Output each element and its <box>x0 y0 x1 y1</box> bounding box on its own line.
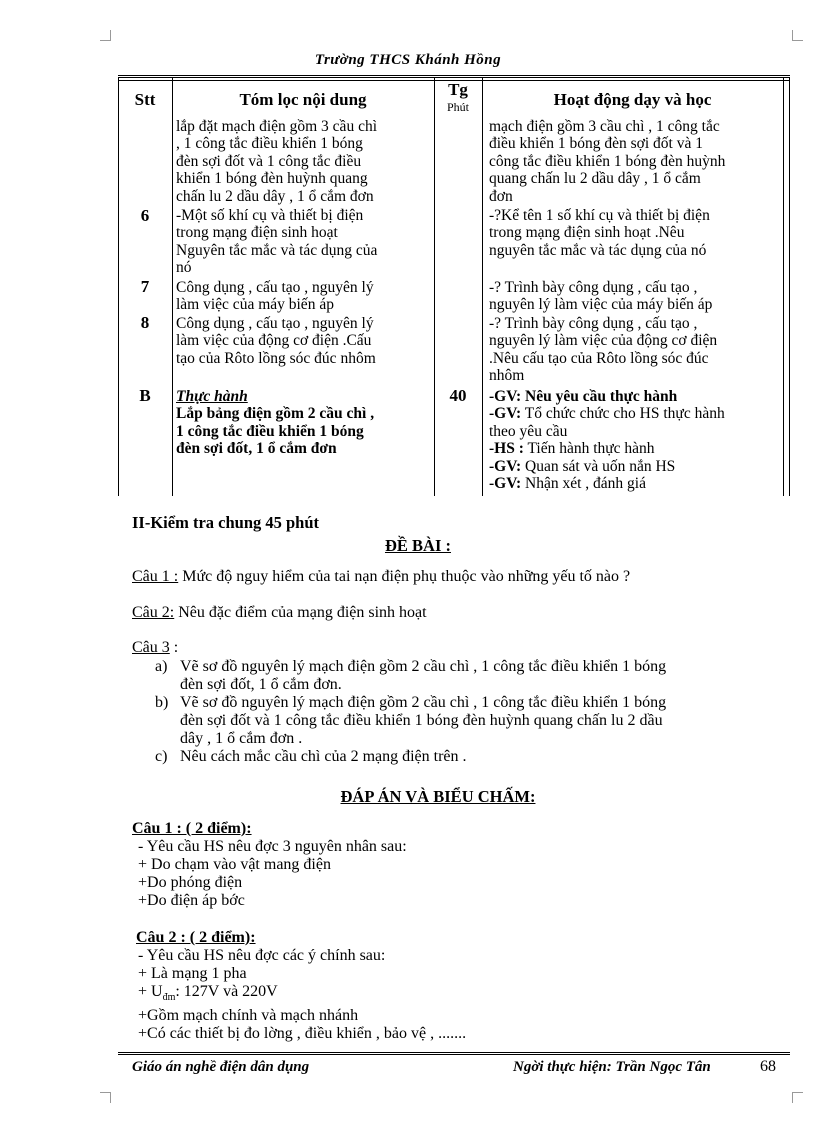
answer-1 <box>132 820 782 910</box>
question-1-text: Mức độ nguy hiểm của tai nạn điện phụ thuộc vào những yếu tố nào ? <box>178 568 631 585</box>
row6-content-line: -Một số khí cụ và thiết bị điện <box>176 207 364 224</box>
answer-2 <box>132 929 782 1043</box>
item-line: đèn sợi đốt, 1 ổ cắm đơn. <box>180 676 342 693</box>
row8-content-line: Công dụng , cấu tạo , nguyên lý <box>176 315 374 332</box>
activity-text: Tổ chức chức cho HS thực hành <box>521 405 725 423</box>
row5-content-line: chấn lu 2 dầu dây , 1 ổ cắm đơn <box>176 187 374 205</box>
row7-activity-line: -? Trình bày công dụng , cấu tạo , <box>489 279 698 296</box>
rowB-tg: 40 <box>449 386 467 405</box>
row5-activity-line: mạch điện gồm 3 cầu chì , 1 công tắc <box>489 118 720 135</box>
answer-2-line: +Gồm mạch chính và mạch nhánh <box>138 1007 359 1025</box>
question-3-item-c <box>155 748 785 766</box>
table-divider-stt <box>172 78 173 496</box>
row7-stt: 7 <box>140 277 150 296</box>
answer-2-line: + Là mạng 1 pha <box>138 965 247 982</box>
activity-text: Nhận xét , đánh giá <box>521 475 646 493</box>
rowB-activity <box>489 388 781 492</box>
row5-content <box>176 118 432 205</box>
row6-activity <box>489 207 781 259</box>
corner-mark-bottom-left <box>100 1092 111 1103</box>
role-label: -GV: <box>489 457 522 475</box>
activity-text: theo yêu cầu <box>489 422 568 440</box>
row7-activity <box>489 279 781 314</box>
answer-2-line: - Yêu cầu HS nêu đợc các ý chính sau: <box>138 947 386 964</box>
question-1-label: Câu 1 : <box>132 568 179 585</box>
item-line: Vẽ sơ đồ nguyên lý mạch điện gồm 2 cầu chì , 1 công tắc điều khiển 1 bóng <box>180 658 667 675</box>
header-rule <box>118 75 790 78</box>
corner-mark-top-right <box>792 30 803 41</box>
rowB-activity-line <box>489 440 781 457</box>
answer-2-voltage-line <box>132 983 782 1007</box>
role-label: -GV: <box>489 405 522 423</box>
question-3-item-a <box>155 658 785 694</box>
rowB-content-line: 1 công tắc điều khiển 1 bóng <box>176 422 364 440</box>
question-3-item-b <box>155 694 785 748</box>
rowB-activity-line <box>489 388 781 405</box>
item-text <box>180 658 666 694</box>
item-text <box>180 694 666 748</box>
row8-activity-line: .Nêu cấu tạo của Rôto lồng sóc đúc <box>489 349 709 367</box>
rowB-activity-line <box>489 405 781 422</box>
question-3-label: Câu 3 <box>132 639 170 656</box>
rowB-activity-line <box>489 423 781 440</box>
row6-content-line: nó <box>176 259 192 277</box>
table-divider-content <box>434 78 435 496</box>
answer-key-title: ĐÁP ÁN VÀ BIỂU CHẤM: <box>340 787 536 806</box>
item-line: dây , 1 ổ cắm đơn . <box>180 730 303 747</box>
role-label: -HS : <box>489 440 524 458</box>
row8-activity-line: nhôm <box>489 367 525 385</box>
page-number: 68 <box>760 1058 776 1075</box>
answer-2-line: +Có các thiết bị đo lờng , điều khiển , bảo vệ , ....... <box>138 1025 467 1043</box>
activity-text: Tiến hành thực hành <box>523 440 655 458</box>
rowB-activity-line <box>489 475 781 492</box>
role-label: -GV: Nêu yêu cầu thực hành <box>489 388 678 405</box>
voltage-values: : 127V và 220V <box>175 983 278 1000</box>
row8-activity-line: -? Trình bày công dụng , cấu tạo , <box>489 315 698 332</box>
table-divider-tg <box>482 78 483 496</box>
row8-stt: 8 <box>140 313 150 332</box>
row7-content-line: Công dụng , cấu tạo , nguyên lý <box>176 279 374 296</box>
item-marker: b) <box>155 694 169 711</box>
question-1 <box>132 568 782 586</box>
answer-1-line: +Do phóng điện <box>138 874 243 891</box>
question-2 <box>132 604 782 622</box>
rowB-stt: B <box>139 386 151 405</box>
row5-activity-line: quang chấn lu 2 dầu dây , 1 ổ cắm <box>489 170 701 188</box>
answer-1-line: + Do chạm vào vật mang điện <box>138 856 331 873</box>
answer-2-label: Câu 2 : ( 2 điểm): <box>136 929 256 946</box>
corner-mark-bottom-right <box>792 1092 803 1103</box>
role-label: -GV: <box>489 475 522 493</box>
row8-content-line: làm việc của động cơ điện .Cấu <box>176 332 372 350</box>
row8-activity-line: nguyên lý làm việc của động cơ điện <box>489 332 718 350</box>
corner-mark-top-left <box>100 30 111 41</box>
question-2-label: Câu 2: <box>132 604 175 621</box>
rowB-title: Thực hành <box>176 388 248 405</box>
row8-content <box>176 315 432 367</box>
row6-activity-line: trong mạng điện sinh hoạt .Nêu <box>489 224 685 242</box>
row7-content <box>176 279 432 314</box>
item-marker: c) <box>155 748 168 765</box>
rowB-content-line: Lắp bảng điện gồm 2 cầu chì , <box>176 405 375 423</box>
header-stt: Stt <box>134 90 156 109</box>
header-activity: Hoạt động dạy và học <box>553 90 712 109</box>
row7-content-line: làm việc của máy biến áp <box>176 296 334 314</box>
rowB-activity-line <box>489 458 781 475</box>
item-line: đèn sợi đốt và 1 công tắc điều khiển 1 bóng đèn huỳnh quang chấn lu 2 dầu <box>180 712 663 729</box>
header-content: Tóm lọc nội dung <box>239 90 367 109</box>
row7-activity-line: nguyên lý làm việc của máy biến áp <box>489 296 713 314</box>
row6-content <box>176 207 432 277</box>
page-header-school: Trường THCS Khánh Hồng <box>314 52 502 68</box>
rowB-content-line: đèn sợi đốt, 1 ổ cắm đơn <box>176 440 337 458</box>
row6-activity-line: -?Kể tên 1 số khí cụ và thiết bị điện <box>489 207 710 224</box>
question-2-text: Nêu đặc điểm của mạng điện sinh hoạt <box>174 604 427 621</box>
question-3 <box>132 639 178 657</box>
table-border-right <box>783 78 784 496</box>
answer-1-line: - Yêu cầu HS nêu đợc 3 nguyên nhân sau: <box>138 838 407 855</box>
item-line: Vẽ sơ đồ nguyên lý mạch điện gồm 2 cầu chì , 1 công tắc điều khiển 1 bóng <box>180 694 667 711</box>
item-line: Nêu cách mắc cầu chì của 2 mạng điện trên . <box>180 748 467 765</box>
exam-title: ĐỀ BÀI : <box>384 536 451 555</box>
question-3-colon: : <box>169 639 179 656</box>
exam-section-title: II-Kiểm tra chung 45 phút <box>132 513 320 532</box>
row5-activity-line: điều khiển 1 bóng đèn sợi đốt và 1 <box>489 135 703 153</box>
row8-activity <box>489 315 781 385</box>
voltage-subscript: đm <box>162 992 176 1004</box>
question-3-list <box>155 658 785 766</box>
footer-author: Ngời thực hiện: Trần Ngọc Tân <box>513 1059 711 1075</box>
footer-course: Giáo án nghề điện dân dụng <box>132 1059 310 1075</box>
row6-content-line: trong mạng điện sinh hoạt <box>176 224 338 242</box>
row5-activity <box>489 118 781 205</box>
row8-content-line: tạo của Rôto lồng sóc đúc nhôm <box>176 349 376 367</box>
header-tg-unit: Phút <box>446 100 469 114</box>
activity-text: Quan sát và uốn nắn HS <box>521 457 676 475</box>
row5-activity-line: đơn <box>489 187 513 205</box>
rowB-content <box>176 388 432 458</box>
row6-stt: 6 <box>140 206 150 225</box>
row6-content-line: Nguyên tắc mắc và tác dụng của <box>176 241 378 259</box>
row5-activity-line: công tắc điều khiển 1 bóng đèn huỳnh <box>489 152 726 170</box>
item-text <box>180 748 467 766</box>
voltage-symbol: + U <box>138 983 163 1000</box>
answer-1-line: +Do điện áp bớc <box>138 892 245 909</box>
footer-rule <box>118 1052 790 1055</box>
row5-content-line: lắp đặt mạch điện gồm 3 cầu chì <box>176 118 378 135</box>
item-marker: a) <box>155 658 168 675</box>
row5-content-line: khiển 1 bóng đèn huỳnh quang <box>176 170 368 188</box>
header-tg: Tg <box>448 80 468 99</box>
table-border-right-outer <box>789 78 790 496</box>
answer-1-label: Câu 1 : ( 2 điểm): <box>132 820 252 837</box>
row5-content-line: , 1 công tắc điều khiển 1 bóng <box>176 135 363 153</box>
row5-content-line: đèn sợi đốt và 1 công tắc điều <box>176 152 362 170</box>
row6-activity-line: nguyên tắc mắc và tác dụng của nó <box>489 241 707 259</box>
